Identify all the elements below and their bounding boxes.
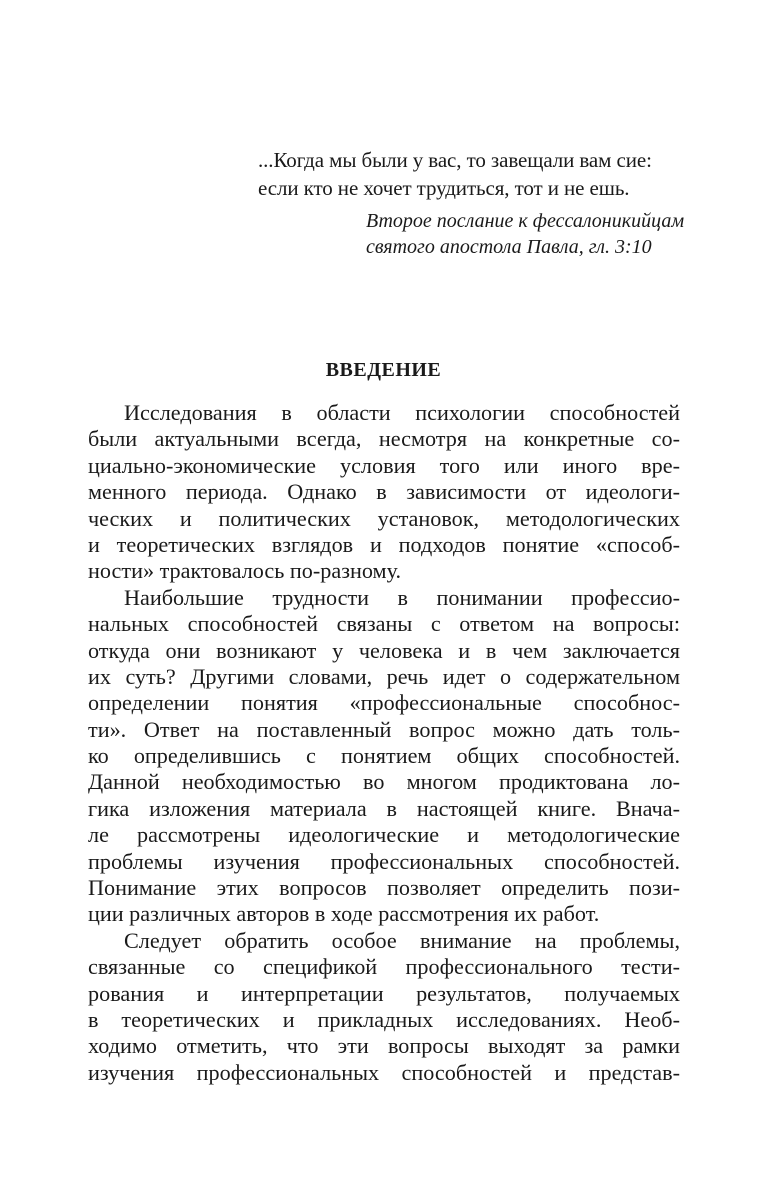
paragraph-line: определении понятия «профессиональные способнос- <box>88 690 680 716</box>
paragraph-line: ческих и политических установок, методологических <box>88 505 680 531</box>
paragraph-line: циально-экономические условия того или иного вре- <box>88 452 680 478</box>
paragraph-line: Исследования в области психологии способностей <box>124 400 680 425</box>
paragraph-line: связанные со спецификой профессионального тести- <box>88 954 680 980</box>
epigraph-source-line: Второе послание к фессалоникийцам <box>366 210 685 232</box>
paragraph-line: Данной необходимостью во многом продиктована ло- <box>88 769 680 795</box>
paragraph-line: изучения профессиональных способностей и представ- <box>88 1059 680 1085</box>
paragraph-line: Наибольшие трудности в понимании профессио- <box>124 584 680 610</box>
paragraph <box>88 585 680 928</box>
paragraph-line: откуда они возникают у человека и в чем заключается <box>88 637 680 663</box>
epigraph-source-line: святого апостола Павла, гл. 3:10 <box>366 236 652 258</box>
paragraph-line: их суть? Другими словами, речь идет о содержательном <box>88 663 680 689</box>
epigraph <box>258 146 698 260</box>
epigraph-source <box>366 208 698 260</box>
paragraph-line: нальных способностей связаны с ответом на вопросы: <box>88 611 680 637</box>
paragraph-line: Следует обратить особое внимание на проблемы, <box>124 927 680 953</box>
paragraph <box>88 928 680 1086</box>
paragraph-line: ле рассмотрены идеологические и методологические <box>88 822 680 848</box>
paragraph-line: ти». Ответ на поставленный вопрос можно дать толь- <box>88 716 680 742</box>
paragraph-line: проблемы изучения профессиональных способностей. <box>88 848 680 874</box>
paragraph-line: ко определившись с понятием общих способностей. <box>88 743 680 769</box>
paragraph-line: ции различных авторов в ходе рассмотрения их работ. <box>88 901 600 927</box>
paragraph-line: ходимо отметить, что эти вопросы выходят за рамки <box>88 1033 680 1059</box>
paragraph-line: ности» трактовалось по-разному. <box>88 558 401 584</box>
paragraph-line: менного периода. Однако в зависимости от идеологи- <box>88 479 680 505</box>
paragraph-line: рования и интерпретации результатов, получаемых <box>88 980 680 1006</box>
body-text <box>88 400 680 1086</box>
chapter-title: ВВЕДЕНИЕ <box>325 359 442 381</box>
epigraph-line: если кто не хочет трудиться, тот и не ешь. <box>258 176 630 200</box>
epigraph-line: ...Когда мы были у вас, то завещали вам сие: <box>258 148 652 172</box>
paragraph-line: Понимание этих вопросов позволяет определить пози- <box>88 875 680 901</box>
paragraph <box>88 400 680 585</box>
paragraph-line: были актуальными всегда, несмотря на конкретные со- <box>88 426 680 452</box>
paragraph-line: и теоретических взглядов и подходов понятие «способ- <box>88 531 680 557</box>
paragraph-line: в теоретических и прикладных исследованиях. Необ- <box>88 1006 680 1032</box>
paragraph-line: гика изложения материала в настоящей книге. Внача- <box>88 795 680 821</box>
